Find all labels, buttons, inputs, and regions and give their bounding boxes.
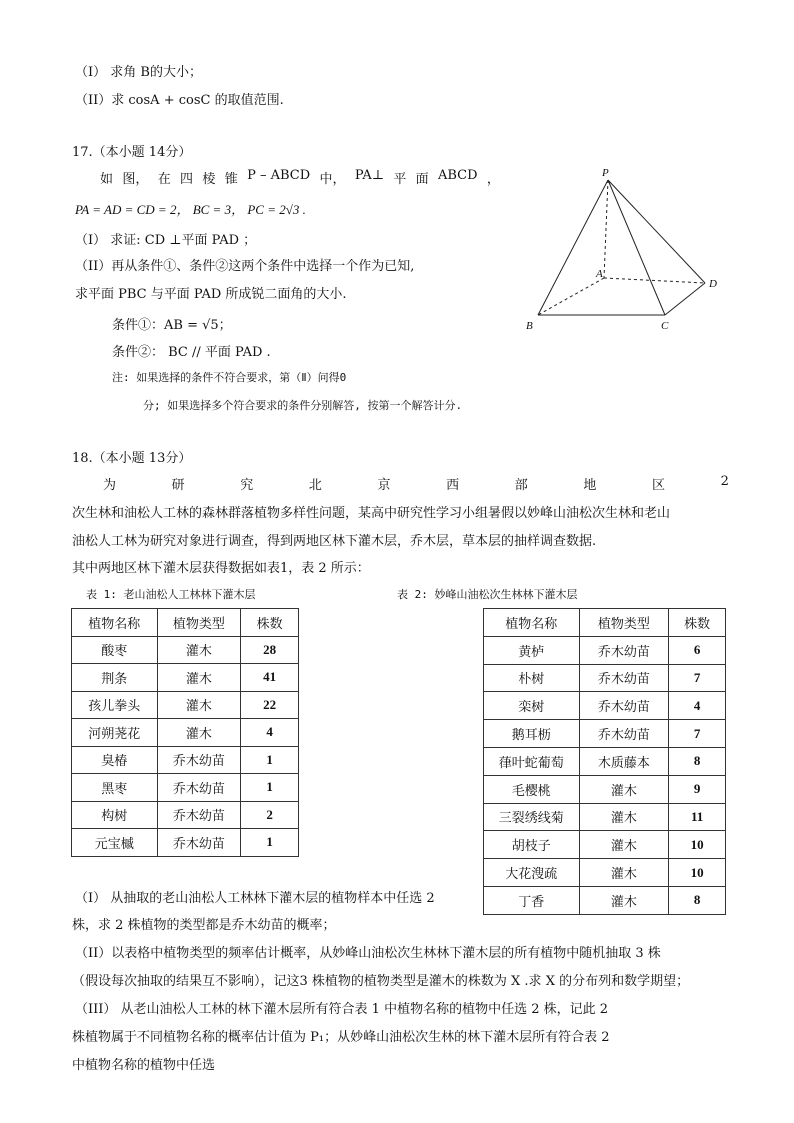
word: 为 bbox=[103, 478, 117, 493]
table-cell: 1 bbox=[241, 746, 299, 774]
label-b: B bbox=[526, 320, 533, 332]
table-cell: 灌木 bbox=[579, 803, 669, 831]
table-cell: 41 bbox=[241, 664, 299, 692]
p17-q2a: （II）再从条件①、条件②这两个条件中选择一个作为已知, bbox=[75, 259, 415, 274]
word: 如 bbox=[100, 172, 114, 187]
table-cell: 乔木幼苗 bbox=[579, 636, 669, 664]
table-row bbox=[72, 829, 299, 857]
table-cell: 10 bbox=[669, 859, 726, 887]
p18-line1 bbox=[103, 474, 729, 493]
table-cell: 胡枝子 bbox=[484, 831, 580, 859]
word: 图， bbox=[122, 172, 149, 187]
table-row bbox=[72, 746, 299, 774]
word: 棱 bbox=[202, 172, 216, 187]
word: 究 bbox=[240, 478, 254, 493]
p17-note1: 注: 如果选择的条件不符合要求，第（Ⅱ）问得0 bbox=[112, 371, 347, 384]
word: 北 bbox=[308, 478, 322, 493]
table-cell: 乔木幼苗 bbox=[157, 774, 241, 802]
table-cell: 构树 bbox=[72, 801, 158, 829]
p17-cond2: 条件②： BC // 平面 PAD . bbox=[112, 345, 271, 360]
table-row bbox=[72, 636, 299, 664]
table-cell: 丁香 bbox=[484, 886, 580, 914]
word: 面 bbox=[415, 172, 429, 187]
table-cell: 8 bbox=[669, 747, 726, 775]
p18-q3a: （III） 从老山油松人工林的林下灌木层所有符合表 1 中植物名称的植物中任选 2 株，记此 2 bbox=[75, 1002, 609, 1017]
table-cell: 朴树 bbox=[484, 664, 580, 692]
table-row bbox=[72, 664, 299, 692]
table-cell: 灌木 bbox=[157, 691, 241, 719]
word: 平 bbox=[393, 172, 407, 187]
table-cell: 毛樱桃 bbox=[484, 775, 580, 803]
table-cell: 黑枣 bbox=[72, 774, 158, 802]
table-cell: 鹅耳枥 bbox=[484, 720, 580, 748]
table-cell: 酸枣 bbox=[72, 636, 158, 664]
p18-q2b: （假设每次抽取的结果互不影响），记这3 株植物的植物类型是灌木的株数为 X .求 X 的分布列和数学期望； bbox=[72, 974, 690, 989]
table-row bbox=[484, 831, 726, 859]
word: 部 bbox=[514, 478, 528, 493]
word: 锥 bbox=[224, 172, 238, 187]
table-row bbox=[484, 775, 726, 803]
table-cell: 8 bbox=[669, 886, 726, 914]
word: 地 bbox=[583, 478, 597, 493]
table-cell: 灌木 bbox=[579, 859, 669, 887]
p18-header: 18.（本小题 13分） bbox=[72, 451, 192, 466]
table-cell: 灌木 bbox=[579, 831, 669, 859]
word: 区 bbox=[652, 478, 666, 493]
table-2 bbox=[483, 608, 726, 915]
p17-header: 17.（本小题 14分） bbox=[72, 145, 192, 160]
p18-q2a: （II）以表格中植物类型的频率估计概率，从妙峰山油松次生林林下灌木层的所有植物中随机抽取 3 株 bbox=[75, 946, 661, 961]
word: 研 bbox=[171, 478, 185, 493]
table-cell: 乔木幼苗 bbox=[157, 746, 241, 774]
word: 京 bbox=[377, 478, 391, 493]
table-cell: 栾树 bbox=[484, 692, 580, 720]
table-cell: 臭椿 bbox=[72, 746, 158, 774]
table-cell: 孩儿拳头 bbox=[72, 691, 158, 719]
p18-line3: 油松人工林为研究对象进行调查，得到两地区林下灌木层，乔木层，草本层的抽样调查数据. bbox=[72, 534, 597, 549]
word: ABCD bbox=[438, 168, 478, 183]
p18-q3b: 株植物属于不同植物名称的概率估计值为 P₁；从妙峰山油松次生林的林下灌木层所有符合表 2 bbox=[72, 1030, 610, 1045]
word: 在 bbox=[157, 172, 171, 187]
table-header-cell: 植物名称 bbox=[484, 609, 580, 637]
word: 西 bbox=[446, 478, 460, 493]
p17-q2b: 求平面 PBC 与平面 PAD 所成锐二面角的大小. bbox=[75, 287, 347, 302]
table-cell: 灌木 bbox=[157, 719, 241, 747]
table-1 bbox=[71, 608, 299, 857]
p18-line4: 其中两地区林下灌木层获得数据如表1，表 2 所示： bbox=[72, 561, 370, 576]
table-cell: 灌木 bbox=[157, 664, 241, 692]
p18-line2: 次生林和油松人工林的森林群落植物多样性问题，某高中研究性学习小组暑假以妙峰山油松次生林和老山 bbox=[72, 506, 671, 521]
prev-q1: （I） 求角 B的大小； bbox=[75, 65, 202, 80]
table-cell: 乔木幼苗 bbox=[579, 664, 669, 692]
table-row bbox=[484, 664, 726, 692]
table-cell: 6 bbox=[669, 636, 726, 664]
p17-cond1: 条件①：AB = √5； bbox=[112, 318, 232, 333]
word: 中， bbox=[319, 172, 346, 187]
table-header-cell: 植物名称 bbox=[72, 609, 158, 637]
table-cell: 黄栌 bbox=[484, 636, 580, 664]
table-cell: 大花溲疏 bbox=[484, 859, 580, 887]
table-row bbox=[484, 720, 726, 748]
table-row bbox=[72, 691, 299, 719]
table-cell: 河朔荛花 bbox=[72, 719, 158, 747]
word: ， bbox=[486, 172, 500, 187]
table-row bbox=[484, 803, 726, 831]
table-row bbox=[72, 774, 299, 802]
table-cell: 2 bbox=[241, 801, 299, 829]
table-cell: 乔木幼苗 bbox=[157, 801, 241, 829]
table-row bbox=[484, 636, 726, 664]
table-cell: 木质藤本 bbox=[579, 747, 669, 775]
word: 四 bbox=[180, 172, 194, 187]
label-c: C bbox=[661, 320, 669, 332]
table-cell: 葎叶蛇葡萄 bbox=[484, 747, 580, 775]
table-cell: 乔木幼苗 bbox=[157, 829, 241, 857]
table-cell: 11 bbox=[669, 803, 726, 831]
word: PA⊥ bbox=[354, 168, 384, 183]
word: 2 bbox=[720, 474, 729, 489]
table-cell: 4 bbox=[669, 692, 726, 720]
table-cell: 三裂绣线菊 bbox=[484, 803, 580, 831]
table2-caption: 表 2: 妙峰山油松次生林林下灌木层 bbox=[397, 588, 578, 601]
table-cell: 1 bbox=[241, 774, 299, 802]
p17-line2: PA = AD = CD = 2， BC = 3， PC = 2√3 . bbox=[75, 202, 306, 217]
table-cell: 4 bbox=[241, 719, 299, 747]
table-cell: 荆条 bbox=[72, 664, 158, 692]
table-row bbox=[484, 747, 726, 775]
pyramid-figure bbox=[520, 165, 730, 340]
table-cell: 10 bbox=[669, 831, 726, 859]
label-d: D bbox=[709, 278, 717, 290]
table-cell: 灌木 bbox=[157, 636, 241, 664]
table-cell: 灌木 bbox=[579, 886, 669, 914]
table1-caption: 表 1: 老山油松人工林林下灌木层 bbox=[86, 588, 256, 601]
table-header-cell: 株数 bbox=[669, 609, 726, 637]
table-row bbox=[72, 719, 299, 747]
p18-q3c: 中植物名称的植物中任选 bbox=[72, 1058, 216, 1073]
table-cell: 元宝槭 bbox=[72, 829, 158, 857]
table-row bbox=[484, 859, 726, 887]
prev-q2: （II）求 cosA + cosC 的取值范围. bbox=[75, 93, 284, 108]
table-row bbox=[484, 692, 726, 720]
p17-q1: （I） 求证: CD ⊥平面 PAD ； bbox=[75, 233, 257, 248]
table-header-cell: 株数 bbox=[241, 609, 299, 637]
table-cell: 7 bbox=[669, 720, 726, 748]
table-cell: 9 bbox=[669, 775, 726, 803]
table-row bbox=[484, 886, 726, 914]
table-header-cell: 植物类型 bbox=[157, 609, 241, 637]
p17-line1 bbox=[100, 168, 500, 187]
p18-q1b: 株，求 2 株植物的类型都是乔木幼苗的概率； bbox=[72, 918, 336, 933]
table-cell: 乔木幼苗 bbox=[579, 692, 669, 720]
table-cell: 1 bbox=[241, 829, 299, 857]
table-cell: 乔木幼苗 bbox=[579, 720, 669, 748]
word: P – ABCD bbox=[247, 168, 311, 183]
label-a: A bbox=[596, 268, 603, 280]
table-row bbox=[72, 801, 299, 829]
label-p: P bbox=[602, 167, 609, 179]
table-cell: 灌木 bbox=[579, 775, 669, 803]
table-cell: 28 bbox=[241, 636, 299, 664]
p17-note2: 分; 如果选择多个符合要求的条件分别解答, 按第一个解答计分. bbox=[143, 399, 463, 412]
table-header-cell: 植物类型 bbox=[579, 609, 669, 637]
table-cell: 22 bbox=[241, 691, 299, 719]
p18-q1a: （I） 从抽取的老山油松人工林林下灌木层的植物样本中任选 2 bbox=[75, 891, 435, 906]
table-cell: 7 bbox=[669, 664, 726, 692]
